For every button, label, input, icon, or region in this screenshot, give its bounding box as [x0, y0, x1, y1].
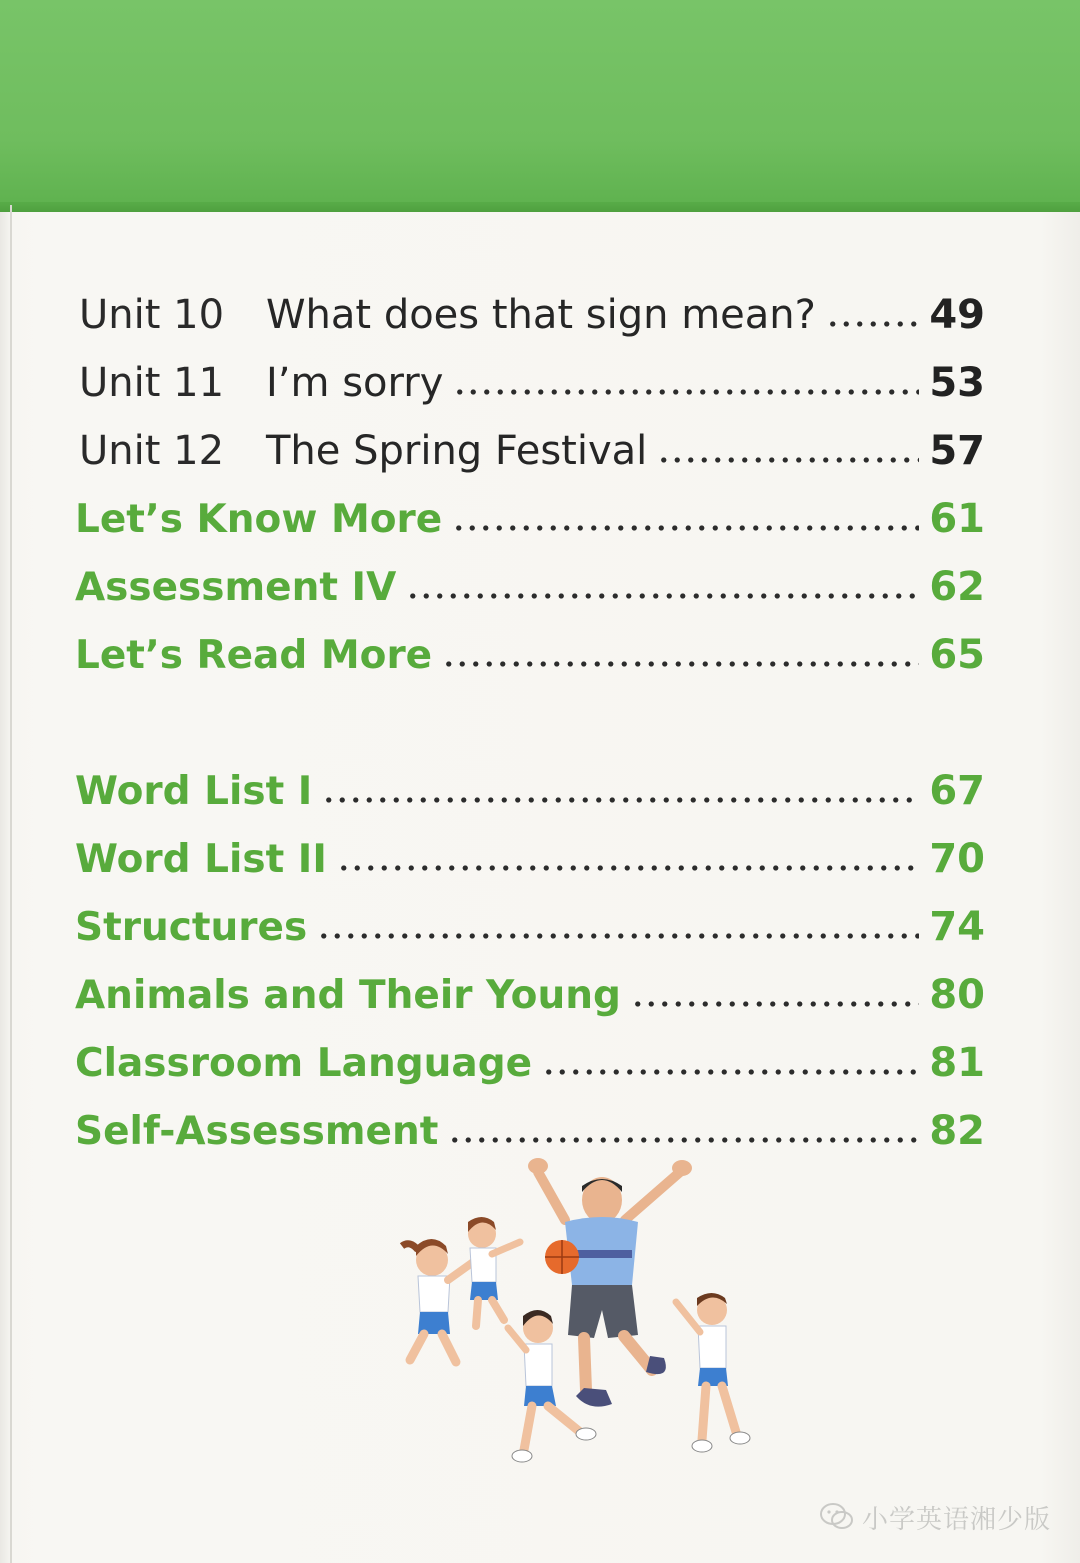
section-title: Self-Assessment	[75, 1109, 439, 1154]
toc-row-unit-12[interactable]	[75, 414, 985, 474]
unit-number: Unit 11	[79, 360, 225, 406]
page-number: 57	[929, 428, 985, 474]
wechat-logo-icon	[820, 1502, 854, 1532]
dot-leader	[631, 1000, 919, 1008]
page-number: 81	[929, 1040, 985, 1086]
section-title: Structures	[75, 905, 308, 950]
toc-row-lets-know-more[interactable]	[75, 482, 985, 542]
unit-title: What does that sign mean?	[266, 292, 816, 338]
dot-leader	[317, 932, 919, 940]
page-number: 67	[929, 768, 985, 814]
dot-leader	[337, 864, 920, 872]
toc-row-unit-11[interactable]	[75, 346, 985, 406]
dot-leader	[542, 1068, 919, 1076]
toc-row-unit-10[interactable]	[75, 278, 985, 338]
watermark-text: 小学英语湘少版	[862, 1504, 1052, 1535]
dot-leader	[657, 456, 919, 464]
toc-row-animals-and-their-young[interactable]	[75, 958, 985, 1018]
dot-leader	[442, 660, 919, 668]
teacher-and-children-playing-ball-icon	[380, 1150, 760, 1495]
dot-leader	[452, 524, 919, 532]
section-title: Let’s Read More	[75, 633, 433, 678]
page-number: 70	[929, 836, 985, 882]
toc-row-word-list-i[interactable]	[75, 754, 985, 814]
section-title: Let’s Know More	[75, 497, 443, 542]
section-title: Word List II	[75, 837, 327, 882]
section-title: Animals and Their Young	[75, 973, 621, 1018]
section-title: Classroom Language	[75, 1041, 533, 1086]
toc-row-lets-read-more[interactable]	[75, 618, 985, 678]
page-number: 49	[929, 292, 985, 338]
toc-row-self-assessment[interactable]	[75, 1094, 985, 1154]
page-number: 65	[929, 632, 985, 678]
unit-number: Unit 10	[79, 292, 225, 338]
page-number: 61	[929, 496, 985, 542]
dot-leader	[322, 796, 919, 804]
teacher-figure	[528, 1158, 692, 1407]
child-girl-left	[402, 1239, 476, 1362]
dot-leader	[406, 592, 919, 600]
child-boy-right	[676, 1293, 750, 1452]
section-title: Word List I	[75, 769, 313, 814]
page-number: 80	[929, 972, 985, 1018]
watermark	[820, 1497, 1051, 1537]
unit-title: The Spring Festival	[266, 428, 648, 474]
unit-number: Unit 12	[79, 428, 225, 474]
dot-leader	[453, 388, 919, 396]
dot-leader	[826, 320, 919, 328]
page-number: 53	[929, 360, 985, 406]
toc-row-structures[interactable]	[75, 890, 985, 950]
toc-row-assessment-iv[interactable]	[75, 550, 985, 610]
dot-leader	[448, 1136, 919, 1144]
toc-row-classroom-language[interactable]	[75, 1026, 985, 1086]
page-number: 82	[929, 1108, 985, 1154]
unit-title: I’m sorry	[266, 360, 444, 406]
toc-row-word-list-ii[interactable]	[75, 822, 985, 882]
child-girl-back	[468, 1217, 520, 1326]
page-number: 74	[929, 904, 985, 950]
page-number: 62	[929, 564, 985, 610]
section-title: Assessment IV	[75, 565, 397, 610]
